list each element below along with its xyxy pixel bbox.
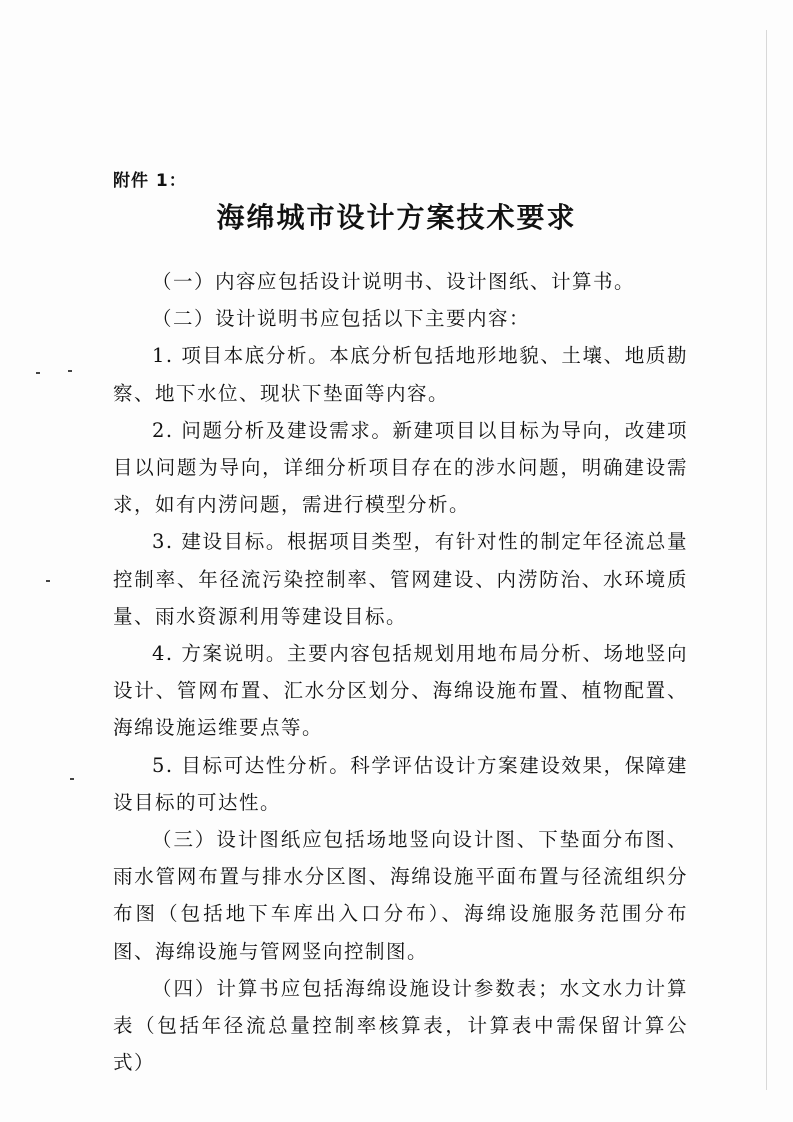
- attachment-label: 附件 1：: [113, 171, 187, 191]
- paragraph: 2. 问题分析及建设需求。新建项目以目标为导向，改建项目以问题为导向，详细分析项目存在的涉水问题，明确建设需求，如有内涝问题，需进行模型分析。: [113, 418, 688, 517]
- scan-edge-line: [766, 30, 767, 1090]
- document-body: [113, 263, 688, 1081]
- paragraph: 5. 目标可达性分析。科学评估设计方案建设效果，保障建设目标的可达性。: [113, 753, 688, 814]
- document-title: 海绵城市设计方案技术要求: [216, 201, 577, 234]
- paragraph: 4. 方案说明。主要内容包括规划用地布局分析、场地竖向设计、管网布置、汇水分区划分、海绵设施布置、植物配置、海绵设施运维要点等。: [113, 642, 688, 740]
- paragraph: 3. 建设目标。根据项目类型，有针对性的制定年径流总量控制率、年径流污染控制率、管网建设、内涝防治、水环境质量、雨水资源利用等建设目标。: [113, 530, 688, 628]
- paragraph: （一）内容应包括设计说明书、设计图纸、计算书。: [152, 270, 636, 293]
- scan-speck: [68, 370, 72, 372]
- paragraph: （二）设计说明书应包括以下主要内容：: [152, 307, 531, 331]
- scan-speck: [36, 372, 40, 374]
- paragraph: 1. 项目本底分析。本底分析包括地形地貌、土壤、地质勘察、地下水位、现状下垫面等内容。: [113, 344, 688, 405]
- scan-speck: [70, 778, 74, 780]
- scan-speck: [46, 580, 50, 582]
- paragraph: （三）设计图纸应包括场地竖向设计图、下垫面分布图、雨水管网布置与排水分区图、海绵设施平面布置与径流组织分布图（包括地下车库出入口分布）、海绵设施服务范围分布图、海绵设施与管网竖向控制图。: [113, 828, 688, 963]
- paragraph: （四）计算书应包括海绵设施设计参数表；水文水力计算表（包括年径流总量控制率核算表，计算表中需保留计算公式）: [113, 976, 688, 1075]
